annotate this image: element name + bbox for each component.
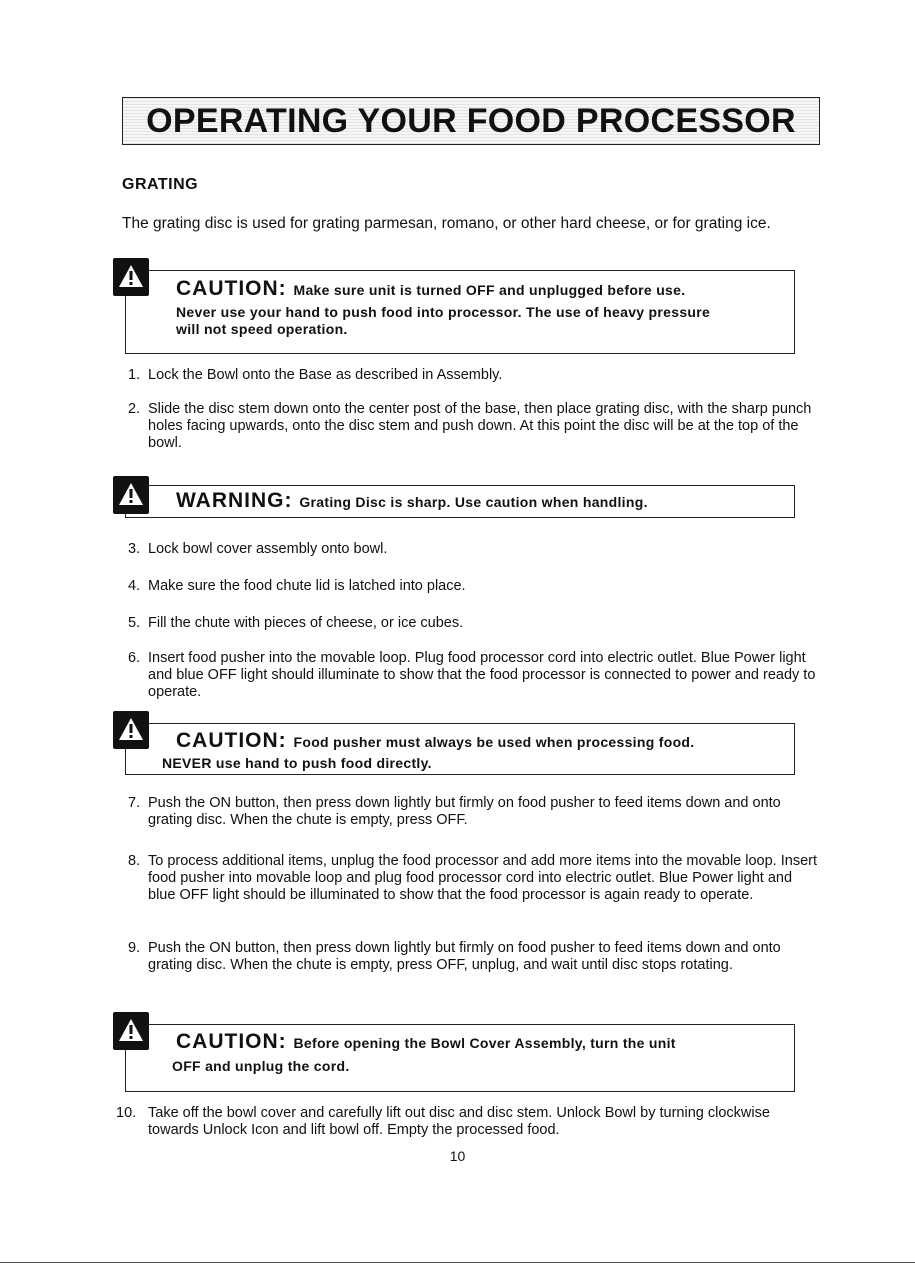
warning-line (176, 489, 648, 513)
step-text: Take off the bowl cover and carefully lift out disc and disc stem. Unlock Bowl by turning clockwise towards Unlock Icon and lift bowl off. Empty the processed food. (148, 1105, 770, 1138)
step-text: Lock the Bowl onto the Base as described in Assembly. (148, 367, 503, 383)
caution-line-2 (176, 729, 694, 753)
caution-lead: Make sure unit is turned OFF and unplugged before use. (293, 282, 686, 298)
title-banner (122, 97, 820, 145)
step-text: Slide the disc stem down onto the center post of the base, then place grating disc, with the sharp punch holes facing upwards, onto the disc stem and push down. At this point the disc will be at the top of the bowl. (148, 401, 812, 451)
warning-label: WARNING: (176, 489, 293, 512)
step-number: 5. (128, 615, 141, 631)
caution-box-1 (125, 270, 795, 354)
warning-triangle-icon (113, 258, 149, 296)
step-text: Fill the chute with pieces of cheese, or ice cubes. (148, 615, 464, 631)
step-text: Push the ON button, then press down lightly but firmly on food pusher to feed items down and onto grating disc. When the chute is empty, press OFF. (148, 795, 781, 828)
warning-box (125, 485, 795, 518)
step-6 (128, 650, 818, 701)
caution-label: CAUTION: (176, 1030, 287, 1053)
step-7 (128, 795, 818, 829)
step-text: Lock bowl cover assembly onto bowl. (148, 541, 388, 557)
warning-triangle-icon (113, 1012, 149, 1050)
intro-paragraph: The grating disc is used for grating parmesan, romano, or other hard cheese, or for grating ice. (122, 215, 771, 232)
step-3 (128, 541, 818, 558)
step-number: 6. (128, 650, 141, 666)
step-9 (128, 940, 818, 974)
page-title: OPERATING YOUR FOOD PROCESSOR (146, 102, 796, 140)
step-number: 3. (128, 541, 141, 557)
caution-body: NEVER use hand to push food directly. (162, 755, 432, 771)
step-2 (128, 401, 818, 452)
step-1 (128, 367, 818, 384)
caution-label: CAUTION: (176, 277, 287, 300)
step-number: 4. (128, 578, 141, 594)
step-number: 7. (128, 795, 141, 811)
step-text: Push the ON button, then press down lightly but firmly on food pusher to feed items down and onto grating disc. When the chute is empty, press OFF, unplug, and wait until disc stops rotating. (148, 940, 781, 973)
caution-box-3 (125, 1024, 795, 1092)
warning-triangle-icon (113, 476, 149, 514)
step-8 (128, 853, 818, 904)
caution-label: CAUTION: (176, 729, 287, 752)
step-text: Make sure the food chute lid is latched into place. (148, 578, 466, 594)
caution-line-1 (176, 277, 685, 301)
step-number: 9. (128, 940, 141, 956)
caution-body: Never use your hand to push food into processor. The use of heavy pressure will not speed operation. (176, 304, 711, 337)
caution-lead: Food pusher must always be used when processing food. (293, 734, 695, 750)
bottom-rule (0, 1262, 915, 1263)
step-number: 2. (128, 401, 141, 417)
page-number: 10 (449, 1148, 466, 1164)
step-text: Insert food pusher into the movable loop. Plug food processor cord into electric outlet. Blue Power light and blue OFF light should illuminate to show that the food processor is connected to power and ready to operate. (148, 650, 816, 700)
step-number: 8. (128, 853, 141, 869)
caution-body: OFF and unplug the cord. (172, 1058, 350, 1074)
step-4 (128, 578, 818, 595)
step-text: To process additional items, unplug the food processor and add more items into the movable loop. Insert food pusher into movable loop and plug food processor cord into electric outlet. Blue Power light and blue OFF light should be illuminated to show that the food processor is again ready to operate. (148, 853, 817, 903)
warning-triangle-icon (113, 711, 149, 749)
section-heading: GRATING (122, 176, 199, 193)
step-10 (116, 1105, 818, 1139)
warning-lead: Grating Disc is sharp. Use caution when handling. (299, 494, 648, 510)
step-number: 10. (116, 1105, 137, 1121)
step-5 (128, 615, 818, 632)
caution-line-3 (176, 1030, 676, 1054)
caution-lead: Before opening the Bowl Cover Assembly, turn the unit (293, 1035, 676, 1051)
caution-box-2 (125, 723, 795, 775)
step-number: 1. (128, 367, 141, 383)
